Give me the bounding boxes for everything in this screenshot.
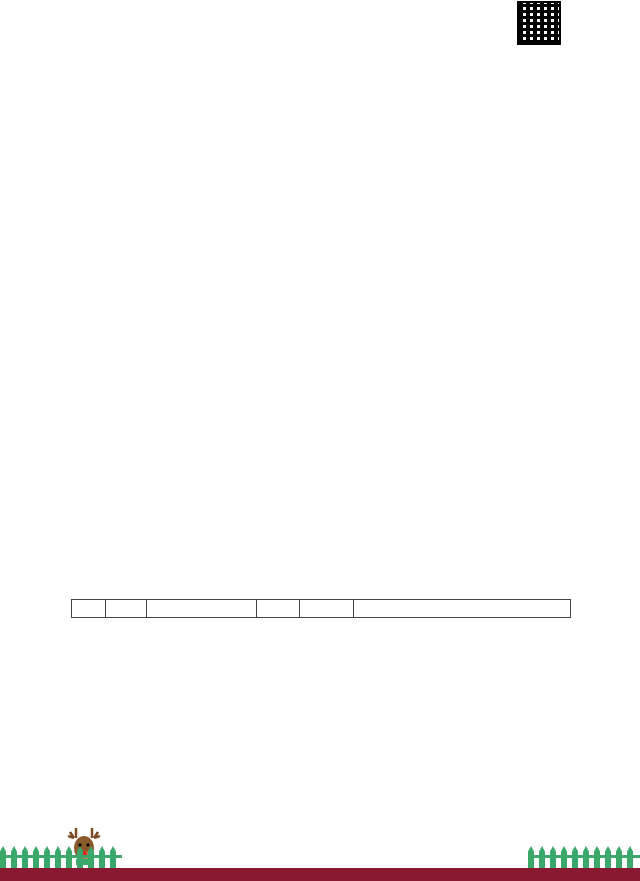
footer-band bbox=[0, 868, 640, 881]
vocab-table-2 bbox=[71, 599, 571, 618]
header-pinyin bbox=[147, 600, 257, 618]
header-words bbox=[354, 600, 571, 618]
header-radical bbox=[300, 600, 354, 618]
fence-rail-right bbox=[528, 855, 640, 858]
qr-code-icon bbox=[519, 3, 559, 43]
fence-rail-left bbox=[0, 855, 122, 858]
header-char bbox=[106, 600, 147, 618]
header-seq bbox=[257, 600, 300, 618]
header-cell-blank bbox=[72, 600, 106, 618]
table-header-row bbox=[72, 600, 571, 618]
